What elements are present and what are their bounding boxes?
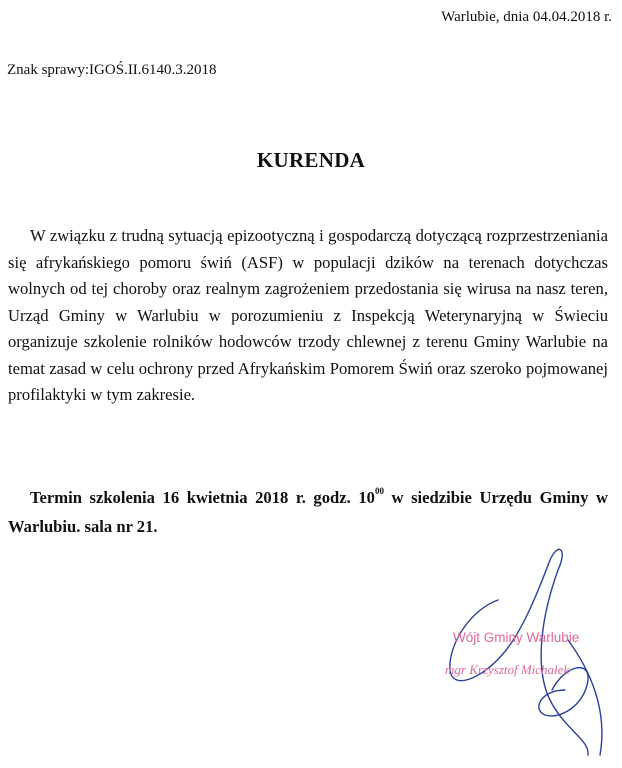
place-date: Warlubie, dnia 04.04.2018 r. xyxy=(441,9,612,25)
stamp-name: mgr Krzysztof Michałek xyxy=(445,662,570,677)
signature-stroke-main xyxy=(450,549,588,755)
stamp-office: Wójt Gminy Warlubie xyxy=(453,630,580,645)
meeting-info xyxy=(8,483,608,541)
meeting-date-text: Termin szkolenia 16 kwietnia 2018 r. godz. 10 xyxy=(30,488,375,507)
handwritten-signature xyxy=(440,540,620,768)
meeting-location-text: w siedzibie Urzędu Gminy w Warlubiu. sala nr 21. xyxy=(8,488,609,536)
signature-stroke-tail xyxy=(568,640,602,755)
document-title: KURENDA xyxy=(256,148,366,172)
meeting-time-minutes: 00 xyxy=(374,486,384,496)
body-text: W związku z trudną sytuacją epizootyczną i gospodarczą dotyczącą rozprzestrzeniania się afrykańskiego pomoru świń (ASF) w populacji dzików na terenach dotychczas wolnych od tej choroby oraz realnym zagrożeniem przedostania się wirusa na nasz teren, Urząd Gminy w Warlubiu w porozumieniu z Inspekcją Weterynaryjną w Świeciu organizuje szkolenie rolników hodowców trzody chlewnej z terenu Gminy Warlubie na temat zasad w celu ochrony przed Afrykańskim Pomorem Świń oraz szeroko pojmowanej profilaktyki w tym zakresie. xyxy=(8,226,608,404)
case-reference: Znak sprawy:IGOŚ.II.6140.3.2018 xyxy=(7,62,217,78)
signature-strokes xyxy=(450,549,602,755)
body-paragraph xyxy=(8,223,608,409)
